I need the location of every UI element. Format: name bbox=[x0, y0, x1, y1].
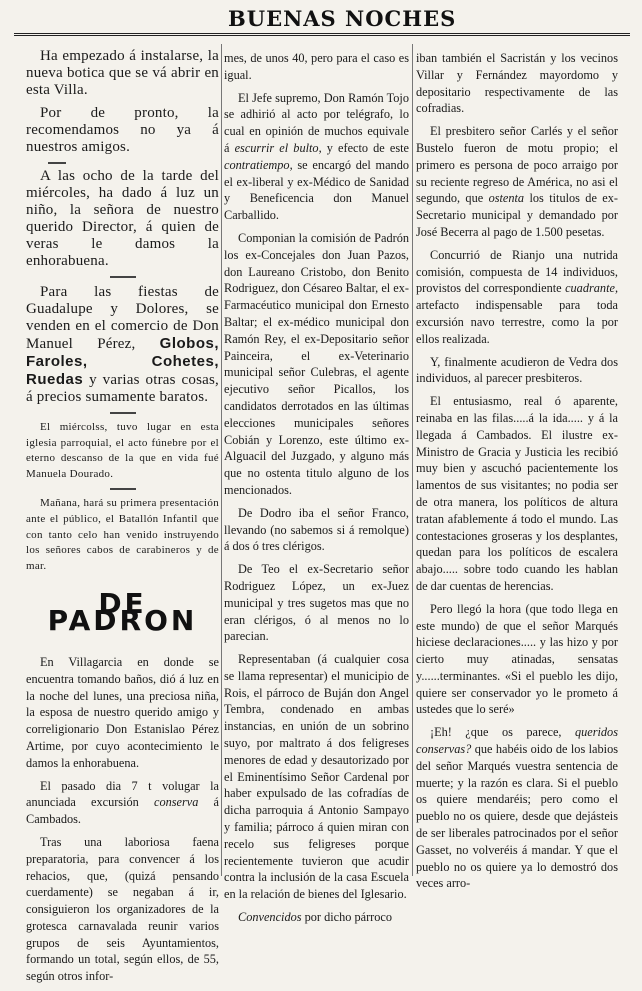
paragraph: Pero llegó la hora (que todo llega en este mundo) de que el señor Marqués hiciese declaraciones..... y las hizo y por cierto muy atinadas, sensatas y......terminantes. «Si el pueblo les dijo, quiere ser conservador yo le prometo á ustedes que lo seré» bbox=[416, 601, 618, 717]
paragraph: Tras una laboriosa faena preparatoria, para convencer á los rehacios, que, (quizá pensando cuerdamente) se negaban á ir, consiguieron los organizadores de la grotesca carnavalada reunir varios grupos de seis Ayuntamientos, formando un total, según ellos, de 55, según otros infor- bbox=[26, 834, 219, 984]
column-1 bbox=[26, 48, 219, 991]
paragraph: iban también el Sacristán y los vecinos Villar y Fernández mayordomo y depositario respectivamente de las cofradias. bbox=[416, 51, 618, 116]
advertisement-paragraph bbox=[26, 284, 219, 406]
separator bbox=[110, 412, 136, 414]
paragraph: El Jefe supremo, Don Ramón Tojo se adhirió al acto por telégrafo, lo cual en opinión de muchos equivale á escurrir el bulto, y efecto de este contratiempo, se encargó del mando el ex-liberal y ex-Médico de Sanidad y Beneficencia don Manuel Carballido. bbox=[224, 90, 409, 223]
paragraph: En Villagarcia en donde se encuentra tomando baños, dió á luz en la noche del lunes, una preciosa niña, la esposa de nuestro querido amigo y correligionario Don Estanislao Pérez Artime, por cuyo acontecimiento le damos la enhorabuena. bbox=[26, 654, 219, 770]
paragraph: Por de pronto, la recomendamos no ya á nuestros amigos. bbox=[26, 105, 219, 155]
paragraph: De Teo el ex-Secretario señor Rodriguez López, un ex-Juez municipal y tres sugetos mas que no eran clérigos, ó al menos no lo parecian. bbox=[224, 562, 409, 644]
ad-text: y varias otras cosas, á precios sumamente baratos. bbox=[26, 372, 219, 405]
paragraph: El pasado dia 7 t volugar la anunciada excursión conserva á Cambados. bbox=[26, 778, 219, 827]
column-divider bbox=[221, 44, 222, 876]
paragraph: Representaban (á cualquier cosa se llama representar) el municipio de Rois, el párroco de Buján don Angel Tembra, condenado en ambas instancias, en unión de un sobrino suyo, por maltrato á dos feligreses menores de edad y desautorizado por el Eminentísimo Señor Cardenal por haber expulsado de las cofradías de dicha parroquia á Antonio Sampayo y familia; párroco á quien miran con recelo sus feligreses porque recientemente tuvieron que acudir contra la inclusión de la casa Escuela en la relación de bienes del Iglesario. bbox=[224, 652, 409, 902]
column-divider bbox=[412, 44, 413, 876]
separator bbox=[110, 488, 136, 490]
paragraph: mes, de unos 40, pero para el caso es igual. bbox=[224, 51, 409, 82]
newspaper-title: BUENAS NOCHES bbox=[228, 6, 457, 31]
paragraph: El entusiasmo, real ó aparente, reinaba en las filas.....á la ida..... y á la llegada á Cambados. El ilustre ex-Ministro de Gracia y Justicia les recibió muy bien y ascuchó pacientemente los lamentos de sus visitantes; no podia ser de otra manera, los políticos de altura tratan afablemente á todo el mundo. Las contestaciones groseras y los desplantes, quedan para los políticos de escalera abajo..... sobre todo cuando les hablan de dar cuentas de herencias. bbox=[416, 394, 618, 593]
ad-text: Para las fiestas de Guadalupe y Dolores, se venden en el comercio de Don Manuel Pérez, bbox=[26, 284, 219, 352]
paragraph: Y, finalmente acudieron de Vedra dos individuos, al parecer presbiteros. bbox=[416, 354, 618, 386]
ad-products: Globos, Faroles, Cohetes, Ruedas bbox=[26, 335, 219, 388]
paragraph: Concurrió de Rianjo una nutrida comisión, compuesta de 14 individuos, provistos del correspondiente cuadrante, artefacto indispensable para toda excursión navo terrestre, como la por ellos realizada. bbox=[416, 247, 618, 346]
column-3 bbox=[416, 50, 618, 898]
paragraph: ¡Eh! ¿que os parece, queridos conservas? que habéis oido de los labios del señor Marqués vuestra sentencia de muerte; y la razón es clara. Si el pueblo os quiere mendaréis; pero como el pueblo no os quiere, desde que dejásteis de ser liberales patrocinados por el señor Gasset, no volveréis á mandar. Y que el pueblo no os quiere ya lo demostró dos veces arro- bbox=[416, 725, 618, 891]
section-headline: DE PADRON bbox=[47, 587, 198, 638]
page-header bbox=[0, 0, 642, 34]
separator bbox=[48, 162, 66, 164]
separator bbox=[110, 276, 136, 278]
column-2 bbox=[224, 50, 409, 932]
paragraph: El presbitero señor Carlés y el señor Bustelo fueron de motu propio; el primero es persona de poco arraigo por su reciente regreso de América, no asi el segundo, que ostenta los titulos de ex-Secretario municipal y demandado por José Becerra al pago de 1.500 pesetas. bbox=[416, 124, 618, 239]
paragraph: Convencidos por dicho párroco bbox=[238, 910, 393, 925]
paragraph: Componian la comisión de Padrón los ex-Concejales don Juan Pazos, don Laureano Cristobo, don Benito Rodriguez, don Césareo Baltar, el ex-Farmacéutico municipal don Ernesto Baltar; el ex-médico municipal don Ramón Rey, el ex-Depositario señor Painceira, el ex-Veterinario municipal señor Culebras, el agente ejecutivo señor Picallos, los candidatos derrotados en las últimas elecciones municipales señores Cobián y Lorenzo, este último ex-Alguacil del Juzgado, y alguno más que no ostenta titulo alguno de los mencionados. bbox=[224, 230, 409, 497]
paragraph: El miércolss, tuvo lugar en esta iglesia parroquial, el acto fúnebre por el eterno descanso de la que en vida fué Manuela Dourado. bbox=[26, 421, 219, 480]
paragraph: De Dodro iba el señor Franco, llevando (no sabemos si á remolque) á dos ó tres clérigos. bbox=[224, 505, 409, 554]
paragraph: A las ocho de la tarde del miércoles, ha dado á luz un niño, la señora de nuestro querido Director, á quien de veras le damos la enhorabuena. bbox=[26, 168, 219, 269]
header-rule bbox=[14, 33, 630, 36]
paragraph: Ha empezado á instalarse, la nueva botica que se vá abrir en esta Villa. bbox=[26, 48, 219, 98]
paragraph: Mañana, hará su primera presentación ante el público, el Batallón Infantil que con tanto celo han venido instruyendo los señores cabos de carabineros y de mar. bbox=[26, 497, 219, 572]
